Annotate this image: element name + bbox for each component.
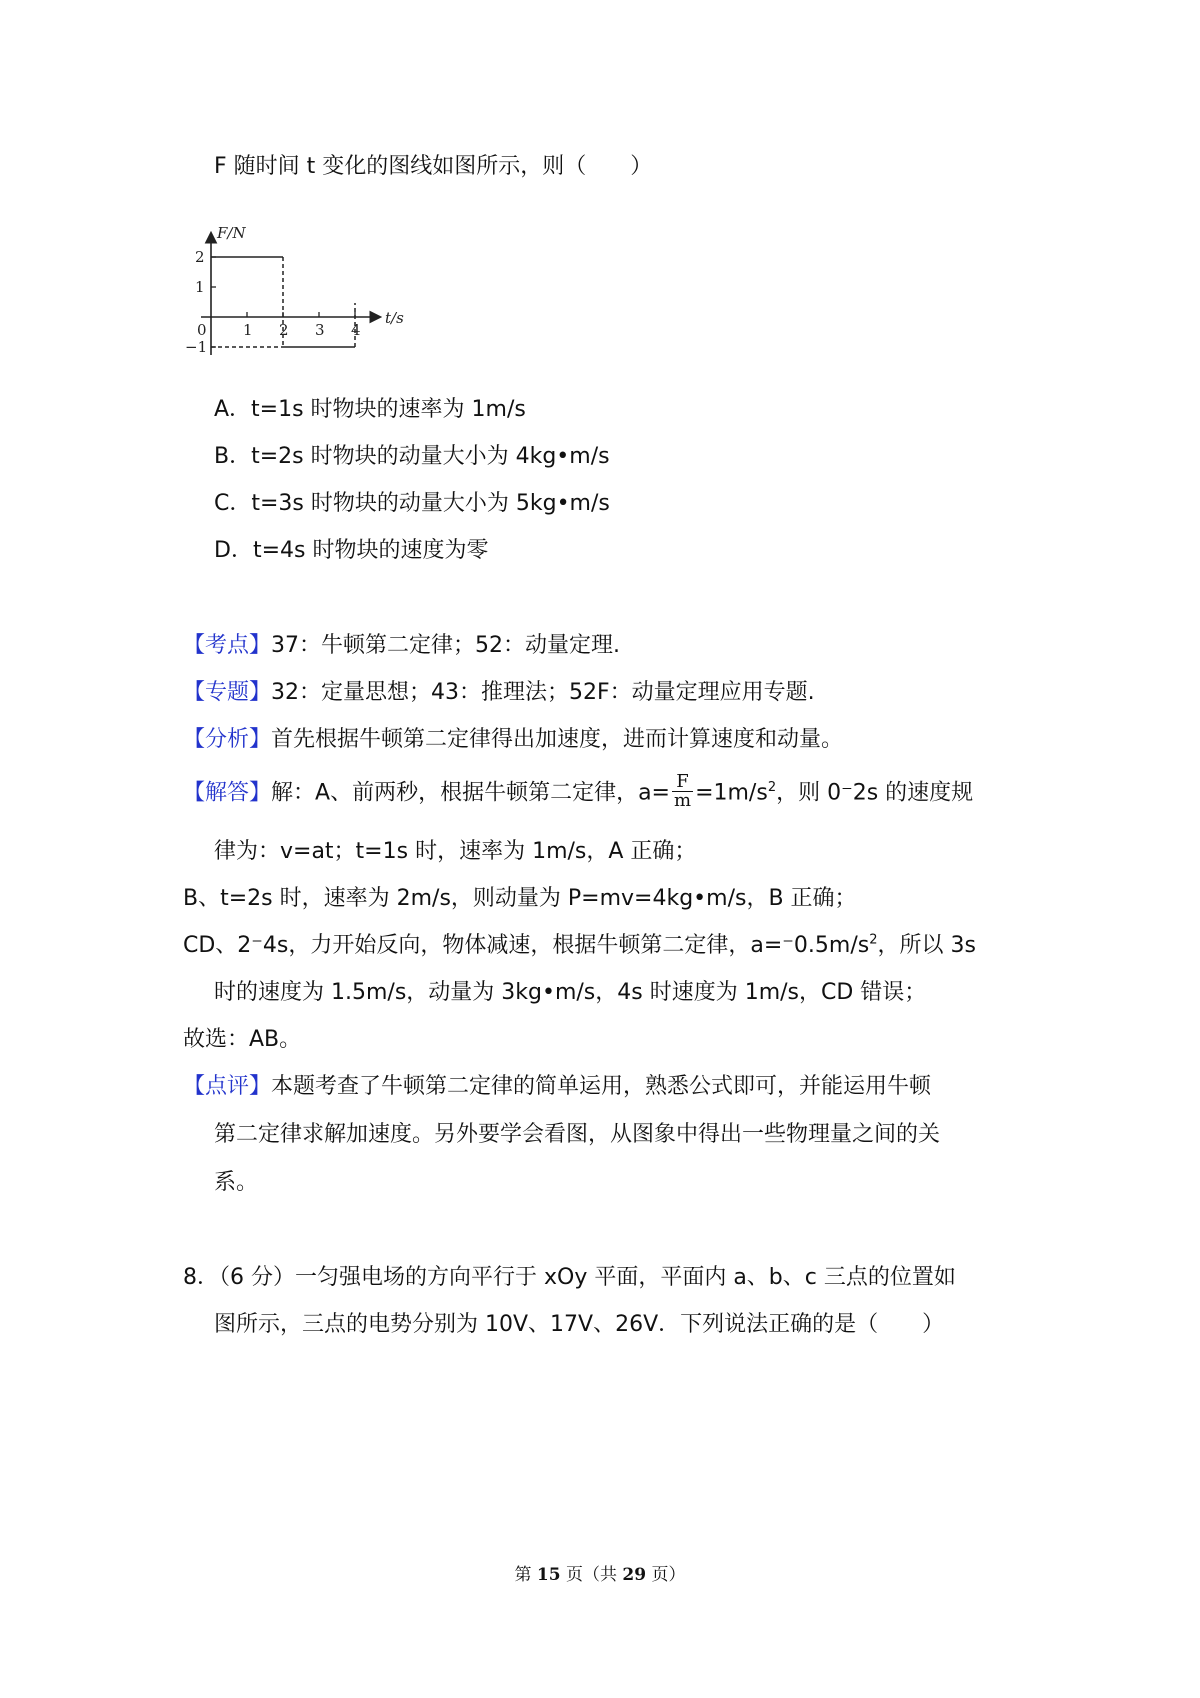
jieda-line-1: [183, 771, 974, 812]
option-c: C．t=3s 时物块的动量大小为 5kg•m/s: [214, 491, 610, 516]
x-tick-label: 1: [243, 321, 253, 339]
y-tick-label: 1: [195, 278, 205, 296]
footer-total-pages: 29: [622, 1565, 647, 1585]
footer-pre: 第: [514, 1565, 537, 1585]
zhuanti-line: [183, 678, 815, 708]
dianping-text-1: 本题考查了牛顿第二定律的简单运用，熟悉公式即可，并能运用牛顿: [271, 1074, 932, 1099]
jieda-line-6: 故选：AB。: [183, 1027, 302, 1052]
option-b: B．t=2s 时物块的动量大小为 4kg•m/s: [214, 444, 610, 469]
fraction-f-over-m: [672, 773, 693, 810]
zhuanti-text: 32：定量思想；43：推理法；52F：动量定理应用专题.: [271, 680, 815, 705]
jieda-text-1: 解：A、前两秒，根据牛顿第二定律，a=: [271, 780, 670, 806]
kaodian-tag: 【考点】: [183, 633, 272, 658]
y-tick-label: 2: [195, 248, 205, 266]
fenxi-tag: 【分析】: [183, 727, 272, 752]
page-footer: [0, 1560, 1200, 1585]
jieda-tag: 【解答】: [183, 780, 272, 806]
dianping-line-3: 系。: [214, 1170, 259, 1195]
fraction-denominator: m: [673, 790, 692, 811]
fraction-numerator: F: [672, 773, 693, 792]
y-axis-label: F/N: [217, 224, 246, 242]
option-d: D．t=4s 时物块的速度为零: [214, 538, 489, 563]
question-8-line-1: 8．（6 分）一匀强电场的方向平行于 xOy 平面，平面内 a、b、c 三点的位置如: [183, 1265, 956, 1290]
jieda-text-4b: ，所以 3s: [877, 933, 976, 958]
jieda-line-5: 时的速度为 1.5m/s，动量为 3kg•m/s，4s 时速度为 1m/s，CD 错误；: [214, 980, 927, 1005]
footer-page-number: 15: [536, 1565, 561, 1585]
jieda-line-2: 律为：v=at；t=1s 时，速率为 1m/s，A 正确；: [214, 839, 697, 864]
dianping-tag: 【点评】: [183, 1074, 272, 1099]
fenxi-line: [183, 725, 843, 755]
footer-mid: 页（共: [560, 1565, 623, 1585]
x-tick-label: 3: [315, 321, 325, 339]
jieda-text-1b: =1m/s: [695, 780, 768, 806]
kaodian-line: [183, 631, 620, 661]
jieda-line-3: B、t=2s 时，速率为 2m/s，则动量为 P=mv=4kg•m/s，B 正确；: [183, 886, 857, 911]
dianping-line-2: 第二定律求解加速度。另外要学会看图，从图象中得出一些物理量之间的关: [214, 1122, 941, 1147]
x-tick-label: 4: [351, 321, 361, 339]
jieda-text-4: CD、2⁻4s，力开始反向，物体减速，根据牛顿第二定律，a=⁻0.5m/s: [183, 933, 870, 958]
option-a: A．t=1s 时物块的速率为 1m/s: [214, 397, 526, 422]
x-axis-label: t/s: [385, 309, 404, 327]
jieda-text-1c: ，则 0⁻2s 的速度规: [776, 780, 974, 806]
fenxi-text: 首先根据牛顿第二定律得出加速度，进而计算速度和动量。: [271, 727, 844, 752]
force-time-chart: [176, 208, 416, 358]
origin-label: 0: [197, 321, 207, 339]
question-intro: F 随时间 t 变化的图线如图所示，则（ ）: [214, 154, 653, 179]
zhuanti-tag: 【专题】: [183, 680, 272, 705]
jieda-line-4: [183, 931, 976, 961]
question-8-line-2: 图所示，三点的电势分别为 10V、17V、26V．下列说法正确的是（ ）: [214, 1312, 945, 1337]
footer-post: 页）: [646, 1565, 686, 1585]
superscript: 2: [767, 780, 777, 796]
x-tick-label: 2: [279, 321, 289, 339]
kaodian-text: 37：牛顿第二定律；52：动量定理.: [271, 633, 620, 658]
superscript: 2: [869, 932, 878, 948]
dianping-line-1: [183, 1072, 931, 1102]
y-tick-label: −1: [185, 338, 208, 356]
